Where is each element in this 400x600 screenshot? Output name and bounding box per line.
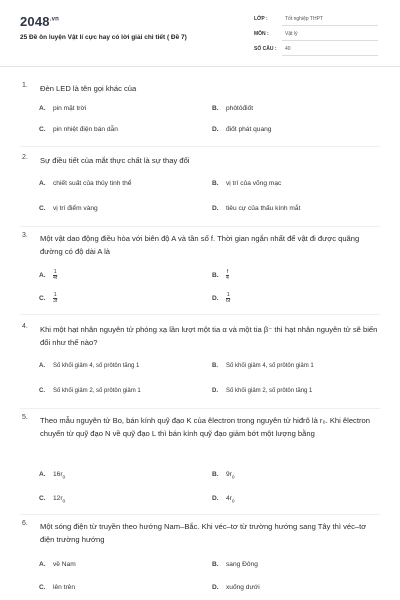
question-separator	[20, 408, 380, 409]
question-text: Sự điều tiết của mắt thực chất là sự thay đổi	[40, 156, 190, 165]
option-letter: D.	[212, 388, 218, 394]
option-b[interactable]	[212, 363, 314, 369]
question-number: 3.	[22, 232, 28, 239]
question-separator	[20, 226, 380, 227]
question-number: 5.	[22, 414, 28, 421]
question-text: Đèn LED là tên gọi khác của	[40, 84, 137, 93]
fraction-denominator: 4	[226, 275, 229, 281]
fraction-denominator: 6f	[226, 298, 231, 304]
option-d[interactable]	[212, 293, 230, 304]
option-text: Số khối giảm 4, số prôtôn giảm 1	[226, 363, 314, 369]
option-c[interactable]	[39, 388, 141, 394]
option-letter: A.	[39, 471, 46, 478]
option-d[interactable]	[212, 126, 271, 133]
option-d[interactable]	[212, 495, 235, 504]
option-subscript: 0	[231, 499, 235, 505]
option-b[interactable]	[212, 561, 258, 568]
option-letter: D.	[212, 126, 219, 133]
option-text: lên trên	[53, 584, 75, 591]
option-c[interactable]	[39, 495, 65, 504]
option-coefficient: 16r	[53, 471, 63, 478]
option-a[interactable]	[39, 270, 57, 281]
logo-text: 2048	[20, 14, 50, 29]
option-letter: B.	[212, 272, 219, 280]
header-divider	[0, 66, 400, 67]
option-letter: A.	[39, 272, 46, 280]
option-letter: C.	[39, 295, 46, 303]
option-coefficient: 12r	[53, 495, 63, 502]
option-subscript: 0	[62, 499, 66, 505]
fraction-numerator: f	[226, 269, 229, 275]
fraction-denominator: 4f	[53, 275, 58, 281]
option-d[interactable]	[212, 205, 300, 212]
meta-underline	[282, 55, 378, 56]
option-text: phôtôđiốt	[226, 105, 254, 112]
option-letter: D.	[212, 295, 219, 303]
question-number: 6.	[22, 520, 28, 527]
document-title: 25 Đề ôn luyện Vật lí cực hay có lời giải chi tiết ( Đề 7)	[20, 34, 187, 41]
option-text: sang Đông	[226, 561, 258, 568]
option-d[interactable]	[212, 388, 312, 394]
question-number: 4.	[22, 323, 28, 330]
option-text: Số khối giảm 2, số prôtôn tăng 1	[226, 388, 313, 394]
option-text: tiêu cự của thấu kính mắt	[226, 205, 301, 212]
option-coefficient: 4r	[226, 495, 232, 502]
option-text: xuống dưới	[226, 584, 260, 591]
option-letter: C.	[39, 205, 46, 212]
document-header	[0, 0, 400, 62]
option-subscript: 0	[231, 475, 235, 481]
question-text: Khi một hạt nhân nguyên tử phóng xạ lần lượt một tia α và một tia β⁻ thì hạt nhân nguyên tử sẽ biến đổi như thế nào?	[40, 325, 378, 347]
option-letter: D.	[212, 205, 219, 212]
fraction-numerator: 1	[53, 269, 57, 275]
site-logo[interactable]	[20, 14, 59, 29]
option-text: về Nam	[53, 561, 76, 568]
fraction	[226, 270, 229, 281]
fraction-numerator: 1	[226, 292, 230, 298]
option-b[interactable]	[212, 105, 253, 112]
option-c[interactable]	[39, 584, 75, 591]
option-text: chiết suất của thủy tinh thể	[53, 180, 132, 187]
option-text: điốt phát quang	[226, 126, 272, 133]
option-text: vị trí điểm vàng	[53, 205, 98, 212]
option-letter: B.	[212, 471, 219, 478]
question-separator	[20, 146, 380, 147]
option-a[interactable]	[39, 180, 131, 187]
fraction-numerator: 1	[53, 292, 57, 298]
option-c[interactable]	[39, 205, 98, 212]
meta-underline	[282, 25, 378, 26]
option-a[interactable]	[39, 363, 139, 369]
option-d[interactable]	[212, 584, 260, 591]
option-coefficient: 9r	[226, 471, 232, 478]
option-subscript: 0	[62, 475, 66, 481]
option-letter: B.	[212, 561, 219, 568]
meta-value: Tốt nghiệp THPT	[285, 16, 323, 22]
option-letter: A.	[39, 561, 46, 568]
option-a[interactable]	[39, 105, 86, 112]
meta-key: LỚP :	[254, 16, 268, 22]
question-separator	[20, 514, 380, 515]
option-letter: C.	[39, 388, 45, 394]
meta-key: SỐ CÂU :	[254, 46, 277, 52]
fraction	[53, 270, 57, 281]
question-number: 1.	[22, 82, 28, 89]
meta-value: 40	[285, 46, 291, 52]
option-text: pin nhiệt điện bán dẫn	[53, 126, 118, 133]
meta-key: MÔN :	[254, 31, 269, 37]
option-letter: D.	[212, 584, 219, 591]
option-letter: B.	[212, 180, 219, 187]
option-letter: C.	[39, 584, 46, 591]
option-letter: D.	[212, 495, 219, 502]
option-text: vị trí của võng mạc	[226, 180, 282, 187]
option-letter: B.	[212, 105, 219, 112]
option-letter: B.	[212, 363, 218, 369]
option-letter: A.	[39, 363, 45, 369]
option-text: Số khối giảm 4, số prôtôn tăng 1	[53, 363, 140, 369]
question-text: Một sóng điện từ truyền theo hướng Nam–Bắc. Khi véc–tơ từ trường hướng sang Tây thì véc–tơ điện trường hướng	[40, 522, 367, 544]
meta-value: Vật lý	[285, 31, 298, 37]
option-text: pin mặt trời	[53, 105, 87, 112]
option-b[interactable]	[212, 471, 235, 480]
option-a[interactable]	[39, 471, 65, 480]
logo-suffix: .vn	[49, 16, 60, 23]
fraction	[226, 293, 230, 304]
meta-underline	[282, 40, 378, 41]
option-letter: C.	[39, 126, 46, 133]
fraction	[53, 293, 57, 304]
question-text: Một vật dao động điều hòa với biên độ A và tần số f. Thời gian ngắn nhất để vật đi được quãng đường có độ dài A là	[40, 234, 360, 256]
option-letter: A.	[39, 180, 46, 187]
option-a[interactable]	[39, 561, 76, 568]
fraction-denominator: 3f	[53, 298, 58, 304]
option-text: Số khối giảm 2, số prôtôn giảm 1	[53, 388, 141, 394]
option-letter: A.	[39, 105, 46, 112]
option-letter: C.	[39, 495, 46, 502]
question-text: Theo mẫu nguyên tử Bo, bán kính quỹ đạo K của êlectron trong nguyên tử hiđrô là r₀. Khi êlectron chuyển từ quỹ đạo N về quỹ đạo L thì bán kính quỹ đạo giảm bớt một lượng bằng	[40, 416, 370, 438]
option-b[interactable]	[212, 180, 281, 187]
option-b[interactable]	[212, 270, 229, 281]
question-separator	[20, 314, 380, 315]
option-c[interactable]	[39, 293, 57, 304]
option-c[interactable]	[39, 126, 118, 133]
question-number: 2.	[22, 154, 28, 161]
